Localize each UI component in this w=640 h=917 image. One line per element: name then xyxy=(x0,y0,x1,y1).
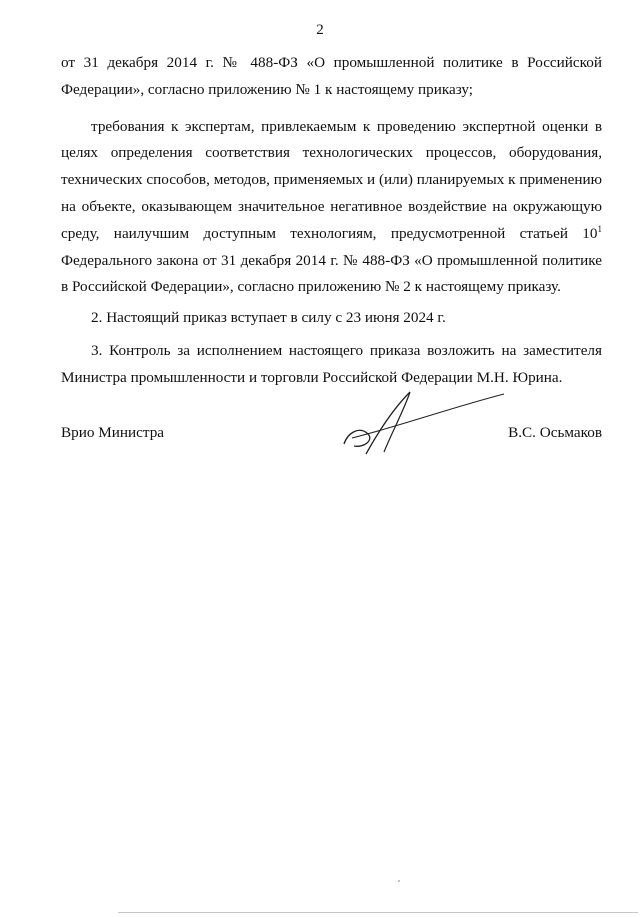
document-body xyxy=(61,50,602,392)
page-number: 2 xyxy=(316,22,324,38)
paragraph-expert-requirements xyxy=(61,114,602,302)
signatory-title: Врио Министра xyxy=(61,424,165,441)
signatory-name: В.С. Осьмаков xyxy=(508,424,602,441)
scan-edge-line xyxy=(118,912,638,913)
paragraph-control: 3. Контроль за исполнением настоящего приказа возложить на заместителя Министра промышленности и торговли Российской Федерации М.Н. Юрина. xyxy=(61,341,602,386)
signature-block xyxy=(61,424,602,464)
paragraph-expert-requirements-text: требования к экспертам, привлекаемым к проведению экспертной оценки в целях определения соответствия технологических процессов, оборудования, технических способов, методов, применяемых и (или) планируемых к применению на объекте, оказывающем значительное негативное воздействие на окружающую среду, наилучшим доступным технологиям, предусмотренной статьей 10 xyxy=(61,117,602,242)
paragraph-effective-date: 2. Настоящий приказ вступает в силу с 23 июня 2024 г. xyxy=(91,309,446,327)
paragraph-continuation: от 31 декабря 2014 г. № 488-ФЗ «О промышленной политике в Российской Федерации», согласно приложению № 1 к настоящему приказу; xyxy=(61,54,602,98)
article-superscript: 1 xyxy=(597,223,602,234)
paragraph-expert-requirements-tail: Федерального закона от 31 декабря 2014 г. № 488-ФЗ «О промышленной политике в Российской Федерации», согласно приложению № 2 к настоящему приказу. xyxy=(61,251,602,296)
scan-artifact xyxy=(398,880,400,882)
